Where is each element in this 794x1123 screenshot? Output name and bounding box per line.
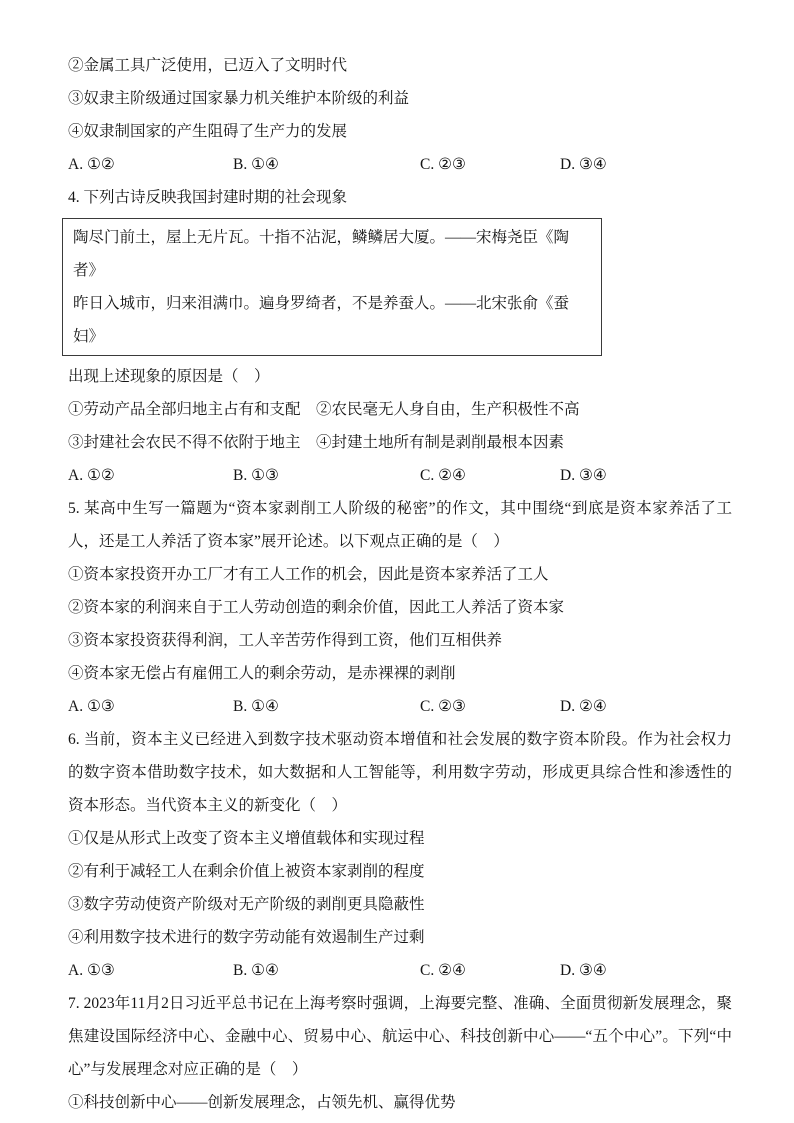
answer-choice-d: D. ②④ [560,698,607,715]
question-4 [68,181,732,492]
question-6-stem: 6. 当前，资本主义已经进入到数字技术驱动资本增值和社会发展的数字资本阶段。作为社会权力的数字资本借助数字技术，如大数据和人工智能等，利用数字劳动，形成更具综合性和渗透性的资本形态。当代资本主义的新变化（ ） [68,731,732,814]
answer-choice-a: A. ①② [68,467,115,484]
answer-choice-b: B. ①④ [233,962,279,979]
question-4-lead: 出现上述现象的原因是（ ） [68,368,270,385]
question-4-option-row [68,393,732,426]
question-5-answer-row [68,690,732,723]
question-7-option: ①科技创新中心——创新发展理念，占领先机、赢得优势 [68,1094,456,1111]
answer-choice-c: C. ②④ [420,962,466,979]
question-7 [68,987,732,1119]
question-5-option: ②资本家的利润来自于工人劳动创造的剩余价值，因此工人养活了资本家 [68,599,565,616]
question-5-stem: 5. 某高中生写一篇题为“资本家剥削工人阶级的秘密”的作文，其中围绕“到底是资本家养活了工人，还是工人养活了资本家”展开论述。以下观点正确的是（ ） [68,500,732,550]
answer-choice-c: C. ②④ [420,467,466,484]
answer-choice-d: D. ③④ [560,962,607,979]
question-4-option: ④封建土地所有制是剥削最根本因素 [316,434,565,451]
answer-choice-c: C. ②③ [420,156,466,173]
question-3-option: ④奴隶制国家的产生阻碍了生产力的发展 [68,123,348,140]
question-4-answer-row [68,459,732,492]
answer-choice-c: C. ②③ [420,698,466,715]
answer-choice-a: A. ①③ [68,962,115,979]
question-6-option: ③数字劳动使资产阶级对无产阶级的剥削更具隐蔽性 [68,896,425,913]
question-5-option: ③资本家投资获得利润，工人辛苦劳作得到工资，他们互相供养 [68,632,503,649]
question-4-option: ①劳动产品全部归地主占有和支配 [68,401,301,418]
question-5-option: ④资本家无偿占有雇佣工人的剩余劳动，是赤裸裸的剥削 [68,665,456,682]
question-6-option: ①仅是从形式上改变了资本主义增值载体和实现过程 [68,830,425,847]
question-4-option: ②农民毫无人身自由，生产积极性不高 [316,401,580,418]
answer-choice-a: A. ①② [68,156,115,173]
poem-line: 陶尽门前土，屋上无片瓦。十指不沾泥，鳞鳞居大厦。——宋梅尧臣《陶者》 [73,229,570,279]
question-3-option: ②金属工具广泛使用，已迈入了文明时代 [68,57,348,74]
question-6-answer-row [68,954,732,987]
question-4-stem: 4. 下列古诗反映我国封建时期的社会现象 [68,189,348,206]
answer-choice-b: B. ①③ [233,467,279,484]
answer-choice-d: D. ③④ [560,467,607,484]
question-6 [68,723,732,987]
poem-quote-box [62,218,602,356]
answer-choice-b: B. ①④ [233,698,279,715]
question-4-option-row [68,426,732,459]
question-3-fragment [68,49,732,181]
poem-line: 昨日入城市，归来泪满巾。遍身罗绮者，不是养蚕人。——北宋张俞《蚕妇》 [73,295,570,345]
answer-choice-d: D. ③④ [560,156,607,173]
question-5-option: ①资本家投资开办工厂才有工人工作的机会，因此是资本家养活了工人 [68,566,549,583]
question-3-option: ③奴隶主阶级通过国家暴力机关维护本阶级的利益 [68,90,410,107]
question-3-answer-row [68,148,732,181]
answer-choice-a: A. ①③ [68,698,115,715]
question-4-option: ③封建社会农民不得不依附于地主 [68,434,301,451]
question-5 [68,492,732,723]
answer-choice-b: B. ①④ [233,156,279,173]
question-6-option: ②有利于减轻工人在剩余价值上被资本家剥削的程度 [68,863,425,880]
question-6-option: ④利用数字技术进行的数字劳动能有效遏制生产过剩 [68,929,425,946]
question-7-stem: 7. 2023年11月2日习近平总书记在上海考察时强调，上海要完整、准确、全面贯彻新发展理念，聚焦建设国际经济中心、金融中心、贸易中心、航运中心、科技创新中心——“五个中心”。下列“中心”与发展理念对应正确的是（ ） [68,995,732,1078]
